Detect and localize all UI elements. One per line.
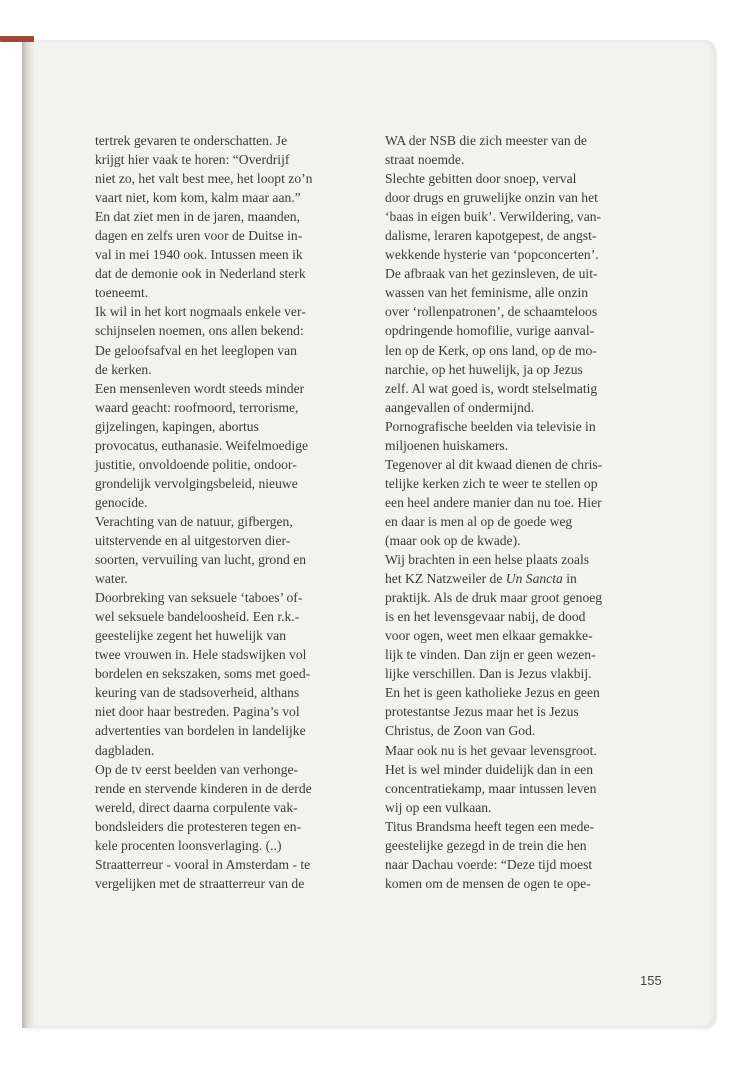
text-line: Op de tv eerst beelden van verhonge- <box>95 761 299 777</box>
text-line: wereld, direct daarna corpulente vak- <box>95 799 298 815</box>
text-line: Verachting van de natuur, gifbergen, <box>95 513 293 529</box>
text-line: bondsleiders die protesteren tegen en- <box>95 818 302 834</box>
text-line: uitstervende en al uitgestorven dier- <box>95 532 291 548</box>
text-line: justitie, onvoldoende politie, ondoor- <box>95 456 297 472</box>
text-line: tertrek gevaren te onderschatten. Je <box>95 133 288 148</box>
text-line: De geloofsafval en het leeglopen van <box>95 342 297 358</box>
text-line: komen om de mensen de ogen te ope- <box>385 875 591 891</box>
text-line: En dat ziet men in de jaren, maanden, <box>95 209 300 225</box>
text-line: protestantse Jezus maar het is Jezus <box>385 704 579 720</box>
text-line: krijgt hier vaak te horen: “Overdrijf <box>95 152 290 168</box>
page-number: 155 <box>640 973 662 988</box>
text-line: (maar ook op de kwade). <box>385 532 521 548</box>
text-line: En het is geen katholieke Jezus en geen <box>385 685 600 701</box>
text-line: aangevallen of ondermijnd. <box>385 399 535 415</box>
text-line: len op de Kerk, op ons land, op de mo- <box>385 342 597 358</box>
text-line: Straatterreur - vooral in Amsterdam - te <box>95 856 311 872</box>
text-line: opdringende homofilie, vurige aanval- <box>385 323 595 339</box>
text-line: is en het levensgevaar nabij, de dood <box>385 609 586 625</box>
text-line: lijk te vinden. Dan zijn er geen wezen- <box>385 647 596 663</box>
text-line: Een mensenleven wordt steeds minder <box>95 380 305 396</box>
text-line: water. <box>95 571 128 587</box>
text-line: soorten, vervuiling van lucht, grond en <box>95 552 307 568</box>
text-line: Maar ook nu is het gevaar levensgroot. <box>385 742 597 758</box>
text-line: dagen en zelfs uren voor de Duitse in- <box>95 228 303 244</box>
text-line: straat noemde. <box>385 152 465 168</box>
text-line: Ik wil in het kort nogmaals enkele ver- <box>95 304 306 320</box>
text-line: zelf. Al wat goed is, wordt stelselmatig <box>385 380 598 396</box>
text-line: het KZ Natzweiler de Un Sancta in <box>385 571 577 587</box>
text-line: WA der NSB die zich meester van de <box>385 133 587 148</box>
text-line: Het is wel minder duidelijk dan in een <box>385 761 594 777</box>
text-line: wij op een vulkaan. <box>385 799 492 815</box>
text-line: advertenties van bordelen in landelijke <box>95 723 306 739</box>
text-line: vergelijken met de straatterreur van de <box>95 875 305 891</box>
text-line: lijke verschillen. Dan is Jezus vlakbij. <box>385 666 592 682</box>
text-line: concentratiekamp, maar intussen leven <box>385 780 597 796</box>
text-line: grondelijk vervolgingsbeleid, nieuwe <box>95 475 298 491</box>
text-line: provocatus, euthanasie. Weifelmoedige <box>95 437 309 453</box>
text-line: door drugs en gruwelijke onzin van het <box>385 190 598 206</box>
text-line: naar Dachau voerde: “Deze tijd moest <box>385 856 593 872</box>
text-line: Doorbreking van seksuele ‘taboes’ of- <box>95 590 303 606</box>
text-column-left <box>95 131 371 893</box>
text-line: niet zo, het valt best mee, het loopt zo’n <box>95 171 313 187</box>
text-line: Titus Brandsma heeft tegen een mede- <box>385 818 595 834</box>
text-line: schijnselen noemen, ons allen bekend: <box>95 323 304 339</box>
text-line: geestelijke zegent het huwelijk van <box>95 628 286 644</box>
book-spine-shadow <box>22 40 34 1028</box>
text-line: genocide. <box>95 494 148 510</box>
book-cover-edge <box>0 36 34 42</box>
text-line: een heel andere manier dan nu toe. Hier <box>385 494 602 510</box>
text-line: wekkende hysterie van ‘popconcerten’. <box>385 247 599 263</box>
text-line: vaart niet, kom kom, kalm maar aan.” <box>95 190 301 206</box>
text-line: waard geacht: roofmoord, terrorisme, <box>95 399 299 415</box>
text-line: telijke kerken zich te weer te stellen op <box>385 475 598 491</box>
text-line: narchie, op het huwelijk, ja op Jezus <box>385 361 583 377</box>
text-line: val in mei 1940 ook. Intussen meen ik <box>95 247 303 263</box>
text-line: twee vrouwen in. Hele stadswijken vol <box>95 647 307 663</box>
text-line: Christus, de Zoon van God. <box>385 723 536 739</box>
text-line: gijzelingen, kapingen, abortus <box>95 418 259 434</box>
text-line: Tegenover al dit kwaad dienen de chris- <box>385 456 603 472</box>
text-line: wel seksuele bandeloosheid. Een r.k.- <box>95 609 300 625</box>
text-line: niet door haar bestreden. Pagina’s vol <box>95 704 300 720</box>
italic-title: Un Sancta <box>505 571 563 587</box>
text-line: ‘baas in eigen buik’. Verwildering, van- <box>385 209 602 225</box>
text-line: toeneemt. <box>95 285 149 301</box>
text-line: miljoenen huiskamers. <box>385 437 509 453</box>
text-line: Wij brachten in een helse plaats zoals <box>385 552 590 568</box>
text-line: voor ogen, weet men elkaar gemakke- <box>385 628 593 644</box>
text-line: en daar is men al op de goede weg <box>385 513 573 529</box>
text-line: dagbladen. <box>95 742 155 758</box>
text-line: de kerken. <box>95 361 152 377</box>
text-line: rende en stervende kinderen in de derde <box>95 780 312 796</box>
text-line: geestelijke gezegd in de trein die hen <box>385 837 587 853</box>
text-line: Pornografische beelden via televisie in <box>385 418 596 434</box>
text-line: Slechte gebitten door snoep, verval <box>385 171 577 187</box>
text-line: bordelen en sekszaken, soms met goed- <box>95 666 311 682</box>
text-line: De afbraak van het gezinsleven, de uit- <box>385 266 598 282</box>
text-column-right <box>385 131 663 893</box>
text-line: kele procenten loonsverlaging. (..) <box>95 837 282 853</box>
text-line: dat de demonie ook in Nederland sterk <box>95 266 306 282</box>
text-line: praktijk. Als de druk maar groot genoeg <box>385 590 603 606</box>
text-line: wassen van het feminisme, alle onzin <box>385 285 589 301</box>
text-line: dalisme, leraren kapotgepest, de angst- <box>385 228 597 244</box>
text-line: over ‘rollenpatronen’, de schaamteloos <box>385 304 598 320</box>
text-line: keuring van de stadsoverheid, althans <box>95 685 300 701</box>
